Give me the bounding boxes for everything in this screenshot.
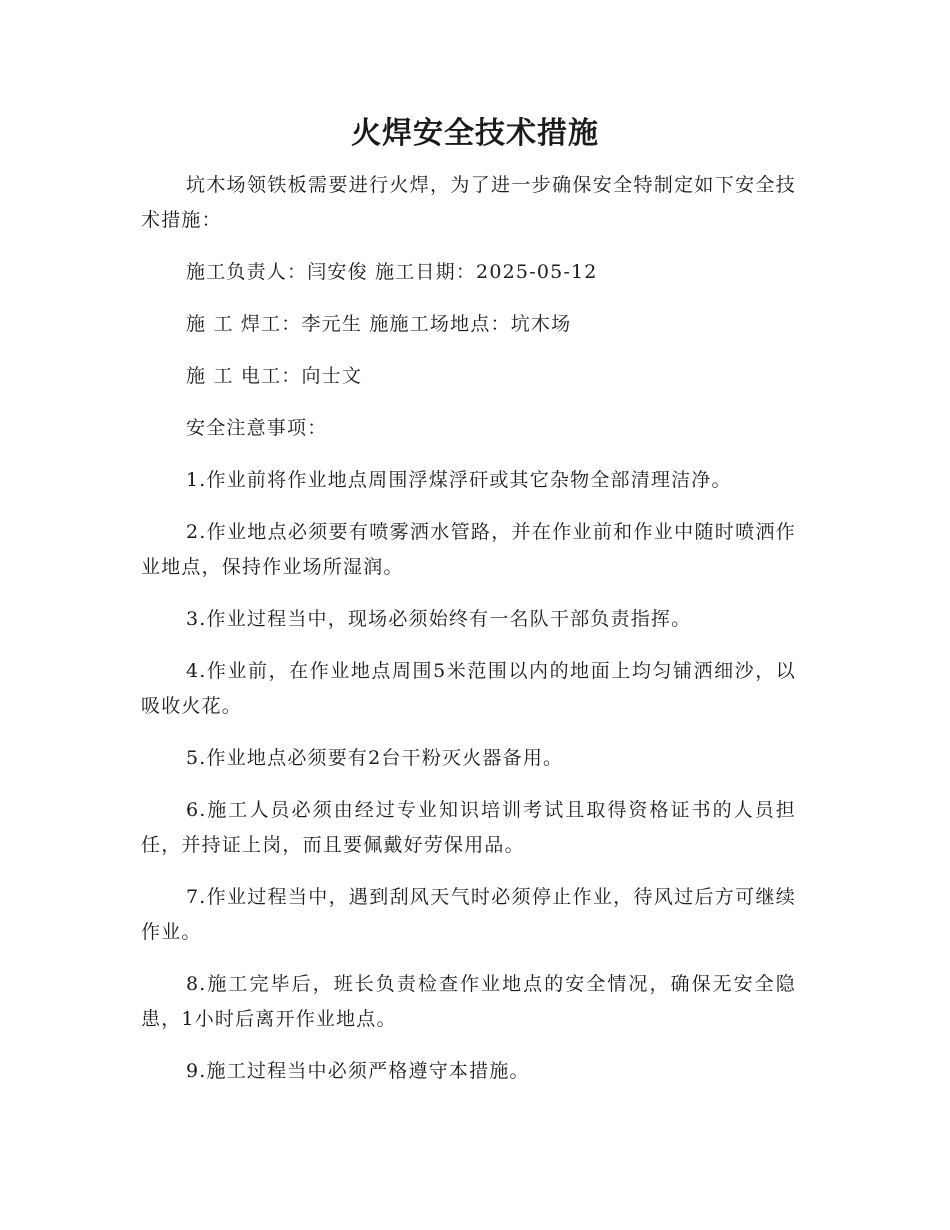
- safety-item-1: 1.作业前将作业地点周围浮煤浮矸或其它杂物全部清理洁净。: [186, 469, 732, 491]
- safety-item-6: 6.施工人员必须由经过专业知识培训考试且取得资格证书的人员担任，并持证上岗，而且要佩戴好劳保用品。: [141, 799, 796, 856]
- safety-notes-heading: 安全注意事项：: [186, 417, 328, 439]
- safety-item-7: 7.作业过程当中，遇到刮风天气时必须停止作业，待风过后方可继续作业。: [141, 886, 796, 943]
- document-title: 火焊安全技术措施: [351, 116, 599, 151]
- document-body: [141, 168, 796, 1106]
- electrician-line: 施 工 电工：向士文: [186, 365, 363, 387]
- intro-paragraph: 坑木场领铁板需要进行火焊，为了进一步确保安全特制定如下安全技术措施：: [141, 174, 796, 231]
- safety-item-5: 5.作业地点必须要有2台干粉灭火器备用。: [186, 747, 564, 769]
- safety-item-9: 9.施工过程当中必须严格遵守本措施。: [186, 1060, 530, 1082]
- safety-item-2: 2.作业地点必须要有喷雾洒水管路，并在作业前和作业中随时喷洒作业地点，保持作业场所湿润。: [141, 521, 796, 578]
- safety-item-3: 3.作业过程当中，现场必须始终有一名队干部负责指挥。: [186, 608, 692, 630]
- safety-item-4: 4.作业前，在作业地点周围5米范围以内的地面上均匀铺洒细沙，以吸收火花。: [141, 660, 796, 717]
- construction-lead-line: 施工负责人：闫安俊 施工日期：2025-05-12: [186, 261, 598, 283]
- safety-item-8: 8.施工完毕后，班长负责检查作业地点的安全情况，确保无安全隐患，1小时后离开作业地点。: [141, 973, 796, 1030]
- welder-line: 施 工 焊工：李元生 施施工场地点：坑木场: [186, 313, 572, 335]
